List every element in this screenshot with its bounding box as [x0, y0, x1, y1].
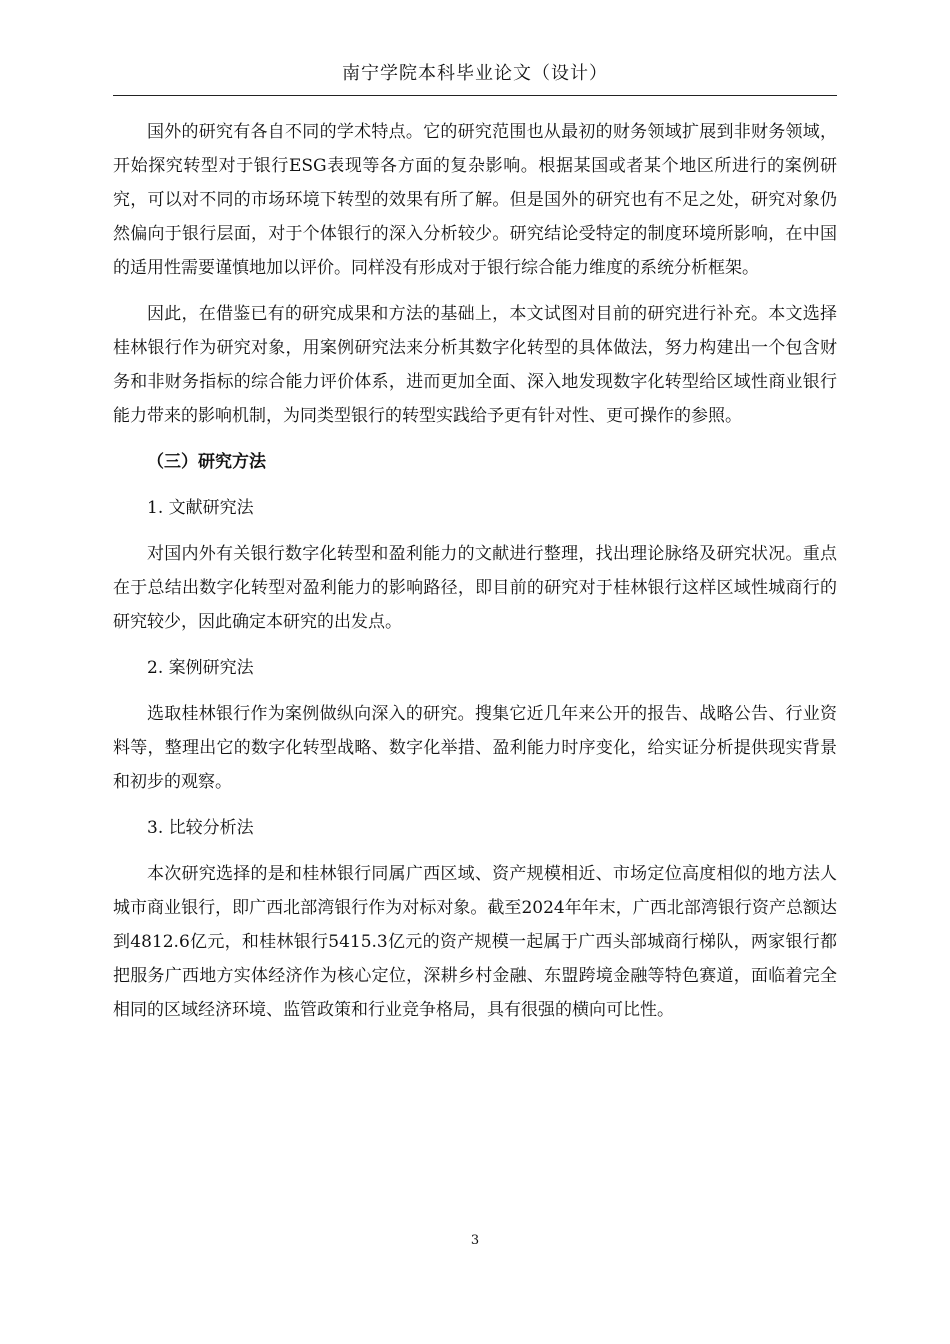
- method-heading-case-study: 2. 案例研究法: [147, 658, 254, 678]
- paragraph-foreign-research: 国外的研究有各自不同的学术特点。它的研究范围也从最初的财务领域扩展到非财务领域，开始探究转型对于银行ESG表现等各方面的复杂影响。根据某国或者某个地区所进行的案例研究，可以对不同的市场环境下转型的效果有所了解。但是国外的研究也有不足之处，研究对象仍然偏向于银行层面，对于个体银行的深入分析较少。研究结论受特定的制度环境所影响，在中国的适用性需要谨慎地加以评价。同样没有形成对于银行综合能力维度的系统分析框架。: [113, 122, 837, 278]
- page-body: [113, 115, 837, 1039]
- method-heading-literature: 1. 文献研究法: [147, 498, 254, 518]
- paragraph-case-study-method: 选取桂林银行作为案例做纵向深入的研究。搜集它近几年来公开的报告、战略公告、行业资料等，整理出它的数字化转型战略、数字化举措、盈利能力时序变化，给实证分析提供现实背景和初步的观察。: [113, 704, 837, 792]
- header-divider: [113, 95, 837, 96]
- section-heading-research-methods: （三）研究方法: [147, 452, 266, 472]
- paragraph-literature-method: 对国内外有关银行数字化转型和盈利能力的文献进行整理，找出理论脉络及研究状况。重点在于总结出数字化转型对盈利能力的影响路径，即目前的研究对于桂林银行这样区域性城商行的研究较少，因此确定本研究的出发点。: [113, 544, 837, 632]
- paragraph-research-contribution: 因此，在借鉴已有的研究成果和方法的基础上，本文试图对目前的研究进行补充。本文选择桂林银行作为研究对象，用案例研究法来分析其数字化转型的具体做法，努力构建出一个包含财务和非财务指标的综合能力评价体系，进而更加全面、深入地发现数字化转型给区域性商业银行能力带来的影响机制，为同类型银行的转型实践给予更有针对性、更可操作的参照。: [113, 304, 837, 426]
- page-number: 3: [470, 1233, 480, 1248]
- paragraph-comparative-method: 本次研究选择的是和桂林银行同属广西区域、资产规模相近、市场定位高度相似的地方法人城市商业银行，即广西北部湾银行作为对标对象。截至2024年年末，广西北部湾银行资产总额达到4812.6亿元，和桂林银行5415.3亿元的资产规模一起属于广西头部城商行梯队，两家银行都把服务广西地方实体经济作为核心定位，深耕乡村金融、东盟跨境金融等特色赛道，面临着完全相同的区域经济环境、监管政策和行业竞争格局，具有很强的横向可比性。: [113, 864, 837, 1020]
- page-header-title: 南宁学院本科毕业论文（设计）: [342, 63, 608, 84]
- method-heading-comparative: 3. 比较分析法: [147, 818, 254, 838]
